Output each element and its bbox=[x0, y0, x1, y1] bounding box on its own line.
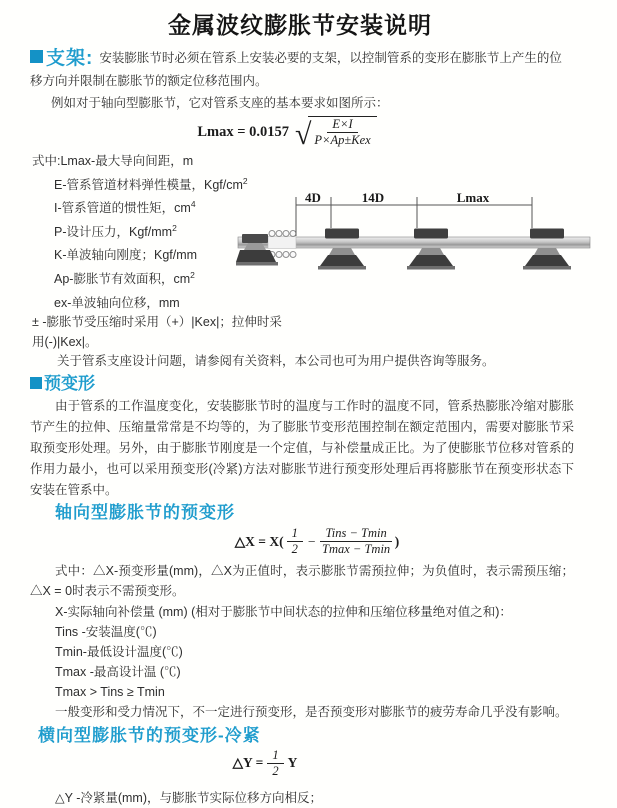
formula-rhs: ) bbox=[394, 533, 400, 549]
blue-square-bullet-icon bbox=[30, 377, 42, 389]
radical-sign: √ bbox=[294, 118, 312, 151]
definition-item: ex-单波轴向位移，mm bbox=[54, 295, 180, 310]
lateral-cold-tension-formula bbox=[0, 749, 565, 777]
temperature-ratio-fraction: $\frac{\text{Tins − Tmin}}{Tmax - Tmin}$ bbox=[322, 526, 391, 557]
formula-denominator: P×Ap±Kex bbox=[314, 133, 371, 147]
definition-item: Ap-膨胀节有效面积，$cm^2$ bbox=[54, 270, 195, 287]
formula-numerator: E×I bbox=[327, 117, 357, 133]
pipe-support-diagram-svg bbox=[236, 190, 596, 292]
axial-predeform-formula bbox=[17, 526, 617, 558]
dimension-label-14d: 14D bbox=[361, 190, 385, 205]
minus-operator: − bbox=[307, 533, 316, 549]
one-half-fraction: $\frac{1}{2}$ bbox=[267, 748, 283, 779]
lateral-note-line: △Y -冷紧量(mm)，与膨胀节实际位移方向相反； bbox=[55, 791, 323, 806]
support-example-line: 例如对于轴向型膨胀节，它对管系支座的基本要求如图所示： bbox=[51, 96, 389, 110]
pipe-support-diagram bbox=[236, 190, 596, 292]
axial-predeform-heading: 轴向型膨胀节的预变形 bbox=[55, 502, 235, 522]
bellows-icon bbox=[268, 231, 296, 258]
definition-item: E-管系管道材料弹性模量，Kgf/$cm^2$ bbox=[54, 175, 248, 192]
support-section-heading: 支架: bbox=[46, 48, 94, 69]
axial-note-line: 一般变形和受力情况下，不一定进行预变形，是否预变形对膨胀节的疲劳寿命几乎没有影响。 bbox=[55, 704, 568, 719]
formula-lhs: △Y = bbox=[232, 755, 264, 771]
axial-where-paragraph: 式中：△X-预变形量(mm)，△X为正值时，表示膨胀节需预拉伸；为负值时，表示需预压缩；△X = 0时表示不需预变形。 bbox=[30, 563, 574, 599]
square-root-expression bbox=[294, 116, 377, 151]
support-intro-text: 安装膨胀节时必须在管系上安装必要的支架，以控制管系的变形在膨胀节上产生的位移方向并限制在膨胀节的额定位移范围内。 bbox=[30, 51, 562, 88]
axial-definitions-list bbox=[55, 602, 600, 702]
formula-lhs: Lmax = 0.0157 bbox=[197, 123, 289, 140]
list-item: Tmax > Tins ≥ Tmin bbox=[55, 684, 165, 699]
list-item: Tins -安装温度(℃) bbox=[55, 624, 157, 639]
list-item: Tmax -最高设计温 (℃) bbox=[55, 664, 181, 679]
definition-where-line: 式中:Lmax-最大导向间距，m bbox=[32, 154, 194, 168]
one-half-fraction: $\frac{1}{2}$ bbox=[287, 526, 303, 557]
support-intro-paragraph bbox=[30, 47, 574, 92]
predeform-body-paragraph: 由于管系的工作温度变化，安装膨胀节时的温度与工作时的温度不同，管系热膨胀冷缩对膨胀节产生的拉伸、压缩量常常是不均等的，为了膨胀节变形范围控制在额定范围内，需要对膨胀节采取预变形处理。另外，由于膨胀节刚度是一个定值，与补偿量成正比。为了使膨胀节位移对管系的作用力最小，也可以采用预变形(冷紧)方法对膨胀节进行预变形处理后再将膨胀节在预变形状态下安装在管系中。 bbox=[30, 398, 574, 497]
formula-lhs: △X = X( bbox=[234, 533, 284, 549]
formula-rhs: Y bbox=[287, 755, 298, 771]
list-item: Tmin-最低设计温度(℃) bbox=[55, 644, 183, 659]
dimension-label-4d: 4D bbox=[305, 190, 321, 205]
consulting-note-line: 关于管系支座设计问题，请参阅有关资料，本公司也可为用户提供咨询等服务。 bbox=[57, 354, 495, 369]
guide-support bbox=[407, 229, 455, 270]
dimension-label-lmax: Lmax bbox=[456, 190, 490, 205]
guide-support bbox=[523, 229, 571, 270]
predeform-section-heading: 预变形 bbox=[30, 374, 600, 394]
list-item: X-实际轴向补偿量 (mm) (相对于膨胀节中间状态的拉伸和压缩位移量绝对值之和)： bbox=[55, 604, 512, 619]
page-title: 金属波纹膨胀节安装说明 bbox=[168, 12, 432, 38]
definition-item: P-设计压力，Kgf/$mm^2$ bbox=[54, 222, 177, 239]
lateral-predeform-heading: 横向型膨胀节的预变形-冷紧 bbox=[38, 726, 261, 746]
guide-spacing-formula bbox=[0, 114, 587, 150]
definition-item: I-管系管道的惯性矩，$cm^4$ bbox=[54, 199, 196, 216]
plus-minus-rule-line: ± -膨胀节受压缩时采用（+）|Kex|；拉伸时采用(-)|Kex|。 bbox=[32, 315, 282, 349]
blue-square-bullet-icon bbox=[30, 50, 43, 63]
guide-support bbox=[318, 229, 366, 270]
definition-item: K-单波轴向刚度；Kgf/mm bbox=[54, 248, 198, 263]
